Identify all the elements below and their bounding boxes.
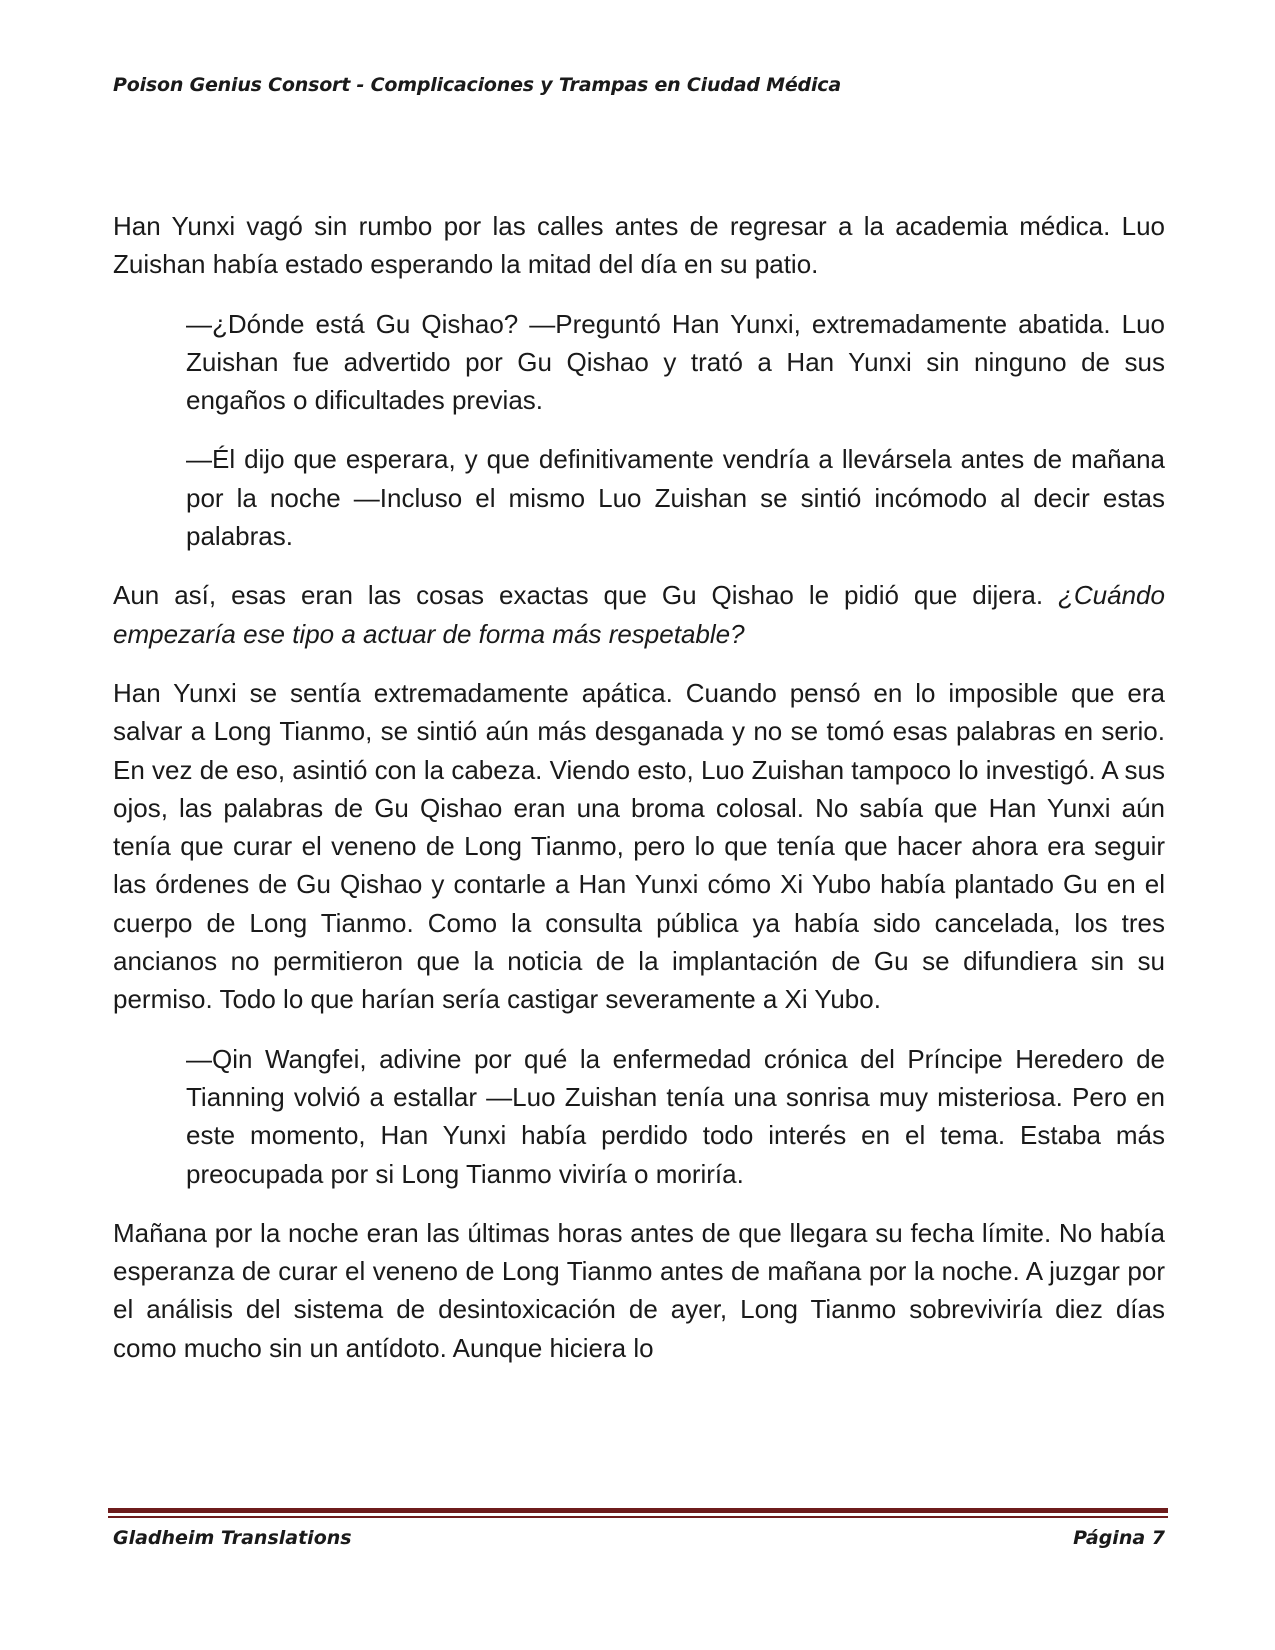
footer-divider-thick-line [108, 1508, 1168, 1513]
footer-divider [108, 1508, 1168, 1521]
footer-publisher: Gladheim Translations [113, 1527, 352, 1549]
paragraph-4: Mañana por la noche eran las últimas horas antes de que llegara su fecha límite. No había esperanza de curar el veneno de Long Tianmo antes de mañana por la noche. A juzgar por el análisis del sistema de desintoxicación de ayer, Long Tianmo sobreviviría diez días como mucho sin un antídoto. Aunque hiciera lo [113, 1217, 1165, 1363]
running-header: Poison Genius Consort - Complicaciones y Trampas en Ciudad Médica [113, 74, 841, 96]
page-body [113, 207, 1165, 1367]
paragraph-2-text: Aun así, esas eran las cosas exactas que Gu Qishao le pidió que dijera. [113, 580, 1044, 611]
paragraph-1: Han Yunxi vagó sin rumbo por las calles antes de regresar a la academia médica. Luo Zuishan había estado esperando la mitad del día en su patio. [113, 211, 1165, 280]
dialogue-paragraph-2: —Él dijo que esperara, y que definitivamente vendría a llevársela antes de mañana por la noche —Incluso el mismo Luo Zuishan se sintió incómodo al decir estas palabras. [186, 444, 1165, 552]
footer-divider-thin-line [108, 1516, 1168, 1518]
paragraph-2 [113, 576, 1165, 653]
page-number: Página 7 [1073, 1527, 1165, 1549]
paragraph-3: Han Yunxi se sentía extremadamente apática. Cuando pensó en lo imposible que era salvar a Long Tianmo, se sintió aún más desganada y no se tomó esas palabras en serio. En vez de eso, asintió con la cabeza. Viendo esto, Luo Zuishan tampoco lo investigó. A sus ojos, las palabras de Gu Qishao eran una broma colosal. No sabía que Han Yunxi aún tenía que curar el veneno de Long Tianmo, pero lo que tenía que hacer ahora era seguir las órdenes de Gu Qishao y contarle a Han Yunxi cómo Xi Yubo había plantado Gu en el cuerpo de Long Tianmo. Como la consulta pública ya había sido cancelada, los tres ancianos no permitieron que la noticia de la implantación de Gu se difundiera sin su permiso. Todo lo que harían sería castigar severamente a Xi Yubo. [113, 677, 1165, 1015]
paragraph-2-italic-thought: ¿Cuándo empezaría ese tipo a actuar de forma más respetable? [113, 580, 1165, 649]
dialogue-paragraph-3: —Qin Wangfei, adivine por qué la enfermedad crónica del Príncipe Heredero de Tianning volvió a estallar —Luo Zuishan tenía una sonrisa muy misteriosa. Pero en este momento, Han Yunxi había perdido todo interés en el tema. Estaba más preocupada por si Long Tianmo viviría o moriría. [186, 1043, 1165, 1189]
dialogue-paragraph-1: —¿Dónde está Gu Qishao? —Preguntó Han Yunxi, extremadamente abatida. Luo Zuishan fue advertido por Gu Qishao y trató a Han Yunxi sin ninguno de sus engaños o dificultades previas. [186, 308, 1165, 416]
